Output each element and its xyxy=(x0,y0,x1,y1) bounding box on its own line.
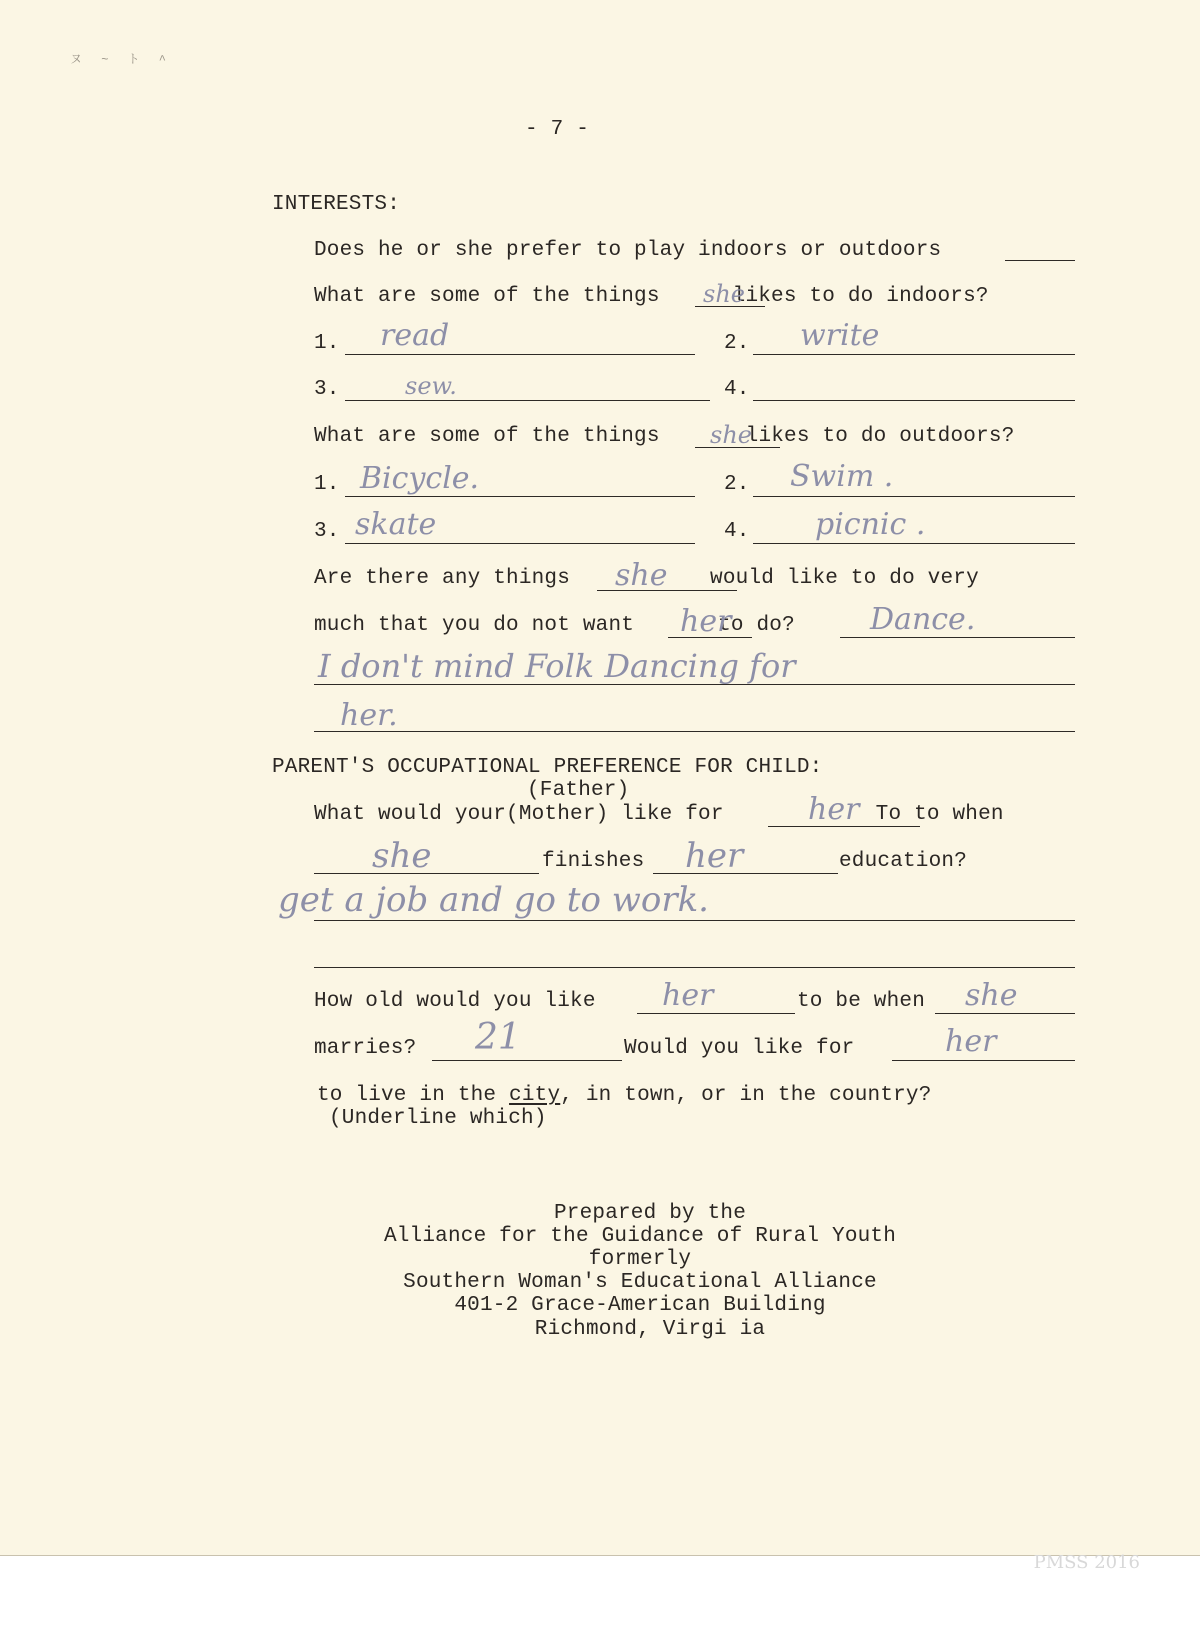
outdoor-item-1-line[interactable] xyxy=(345,496,695,497)
much-answer-3: her. xyxy=(340,698,398,733)
outdoor-item-4-line[interactable] xyxy=(753,543,1075,544)
question-age-mid: to be when xyxy=(797,990,926,1013)
age-pronoun-line-1[interactable] xyxy=(637,1013,795,1014)
live-pronoun: her xyxy=(945,1024,997,1059)
city-option-underlined[interactable]: city xyxy=(509,1084,561,1107)
age-pronoun-1: her xyxy=(662,978,714,1013)
outdoor-item-3-answer: skate xyxy=(355,507,437,542)
occupation-heading: PARENT'S OCCUPATIONAL PREFERENCE FOR CHILD: xyxy=(272,756,823,779)
age-pronoun-2: she xyxy=(965,978,1018,1013)
much-answer-line[interactable] xyxy=(840,637,1075,638)
indoor-item-2-number: 2. xyxy=(724,332,750,355)
outdoor-item-1-answer: Bicycle. xyxy=(360,461,480,496)
education-pronoun-line[interactable] xyxy=(653,873,838,874)
outdoor-item-2-line[interactable] xyxy=(753,496,1075,497)
indoor-item-1-line[interactable] xyxy=(345,354,695,355)
indoor-item-4-number: 4. xyxy=(724,378,750,401)
question-marries: marries? xyxy=(314,1037,417,1060)
outdoor-item-2-number: 2. xyxy=(724,473,750,496)
underline-note: (Underline which) xyxy=(329,1107,547,1130)
pmss-watermark: PMSS 2016 xyxy=(1033,1552,1140,1573)
occupation-pronoun: her xyxy=(808,792,860,827)
finishes-label: finishes xyxy=(542,850,645,873)
question-much: much that you do not want to do? xyxy=(314,614,795,637)
footer-line-3: formerly xyxy=(588,1248,692,1271)
live-pronoun-line[interactable] xyxy=(892,1060,1075,1061)
footer-line-6: Richmond, Virgi ia xyxy=(534,1318,766,1341)
question-indoors: What are some of the things likes to do indoors? xyxy=(314,285,989,308)
occupation-answer-line-2[interactable] xyxy=(314,967,1075,968)
much-pronoun: her xyxy=(680,604,732,639)
outdoor-item-3-line[interactable] xyxy=(345,543,695,544)
much-answer-1: Dance. xyxy=(870,602,976,637)
question-live-mid: Would you like for xyxy=(624,1037,855,1060)
indoor-item-1-number: 1. xyxy=(314,332,340,355)
indoor-item-3-answer: sew. xyxy=(405,372,457,400)
outdoor-item-2-answer: Swim . xyxy=(790,459,894,494)
occupation-answer-line-1[interactable] xyxy=(314,920,1075,921)
marries-age: 21 xyxy=(475,1017,521,1058)
question-age-pre: How old would you like xyxy=(314,990,596,1013)
any-things-pronoun: she xyxy=(615,558,668,593)
question-live-where: to live in the city, in town, or in the country? xyxy=(317,1084,932,1107)
indoor-item-3-number: 3. xyxy=(314,378,340,401)
outdoor-item-3-number: 3. xyxy=(314,520,340,543)
education-label: education? xyxy=(839,850,968,873)
footer-line-4: Southern Woman's Educational Alliance xyxy=(403,1271,877,1294)
footer-line-5: 401-2 Grace-American Building xyxy=(454,1294,826,1317)
indoor-item-4-line[interactable] xyxy=(753,400,1075,401)
occupation-answer-1: get a job and go to work. xyxy=(278,880,709,920)
father-label: (Father) xyxy=(527,779,630,802)
indoor-item-2-line[interactable] xyxy=(753,354,1075,355)
indoor-item-3-line[interactable] xyxy=(345,400,710,401)
indoor-item-1-answer: read xyxy=(380,318,450,353)
outdoor-item-4-number: 4. xyxy=(724,520,750,543)
education-pronoun: her xyxy=(685,836,744,876)
question-play-preference: Does he or she prefer to play indoors or outdoors xyxy=(314,239,942,262)
stray-pencil-marks: ヌ ~ ト ^ xyxy=(70,53,173,67)
interests-heading: INTERESTS: xyxy=(272,193,401,216)
outdoors-pronoun: she xyxy=(710,421,752,449)
indoors-pronoun: she xyxy=(703,280,745,308)
question-occupation: What would your(Mother) like for To to when xyxy=(314,803,1004,826)
question-any-things: Are there any things would like to do very xyxy=(314,567,979,590)
outdoor-item-4-answer: picnic . xyxy=(815,507,926,542)
much-answer-2: I don't mind Folk Dancing for xyxy=(318,647,796,685)
age-pronoun-line-2[interactable] xyxy=(935,1013,1075,1014)
indoor-item-2-answer: write xyxy=(800,318,880,353)
play-preference-answer-line[interactable] xyxy=(1005,260,1075,261)
marries-age-line[interactable] xyxy=(432,1060,622,1061)
footer-line-1: Prepared by the xyxy=(553,1202,747,1225)
question-outdoors: What are some of the things likes to do outdoors? xyxy=(314,425,1015,448)
footer-line-2: Alliance for the Guidance of Rural Youth xyxy=(383,1225,897,1248)
much-answer-line-3[interactable] xyxy=(314,731,1075,732)
finishes-pronoun: she xyxy=(372,836,432,876)
page-number: - 7 - xyxy=(525,118,590,141)
outdoor-item-1-number: 1. xyxy=(314,473,340,496)
